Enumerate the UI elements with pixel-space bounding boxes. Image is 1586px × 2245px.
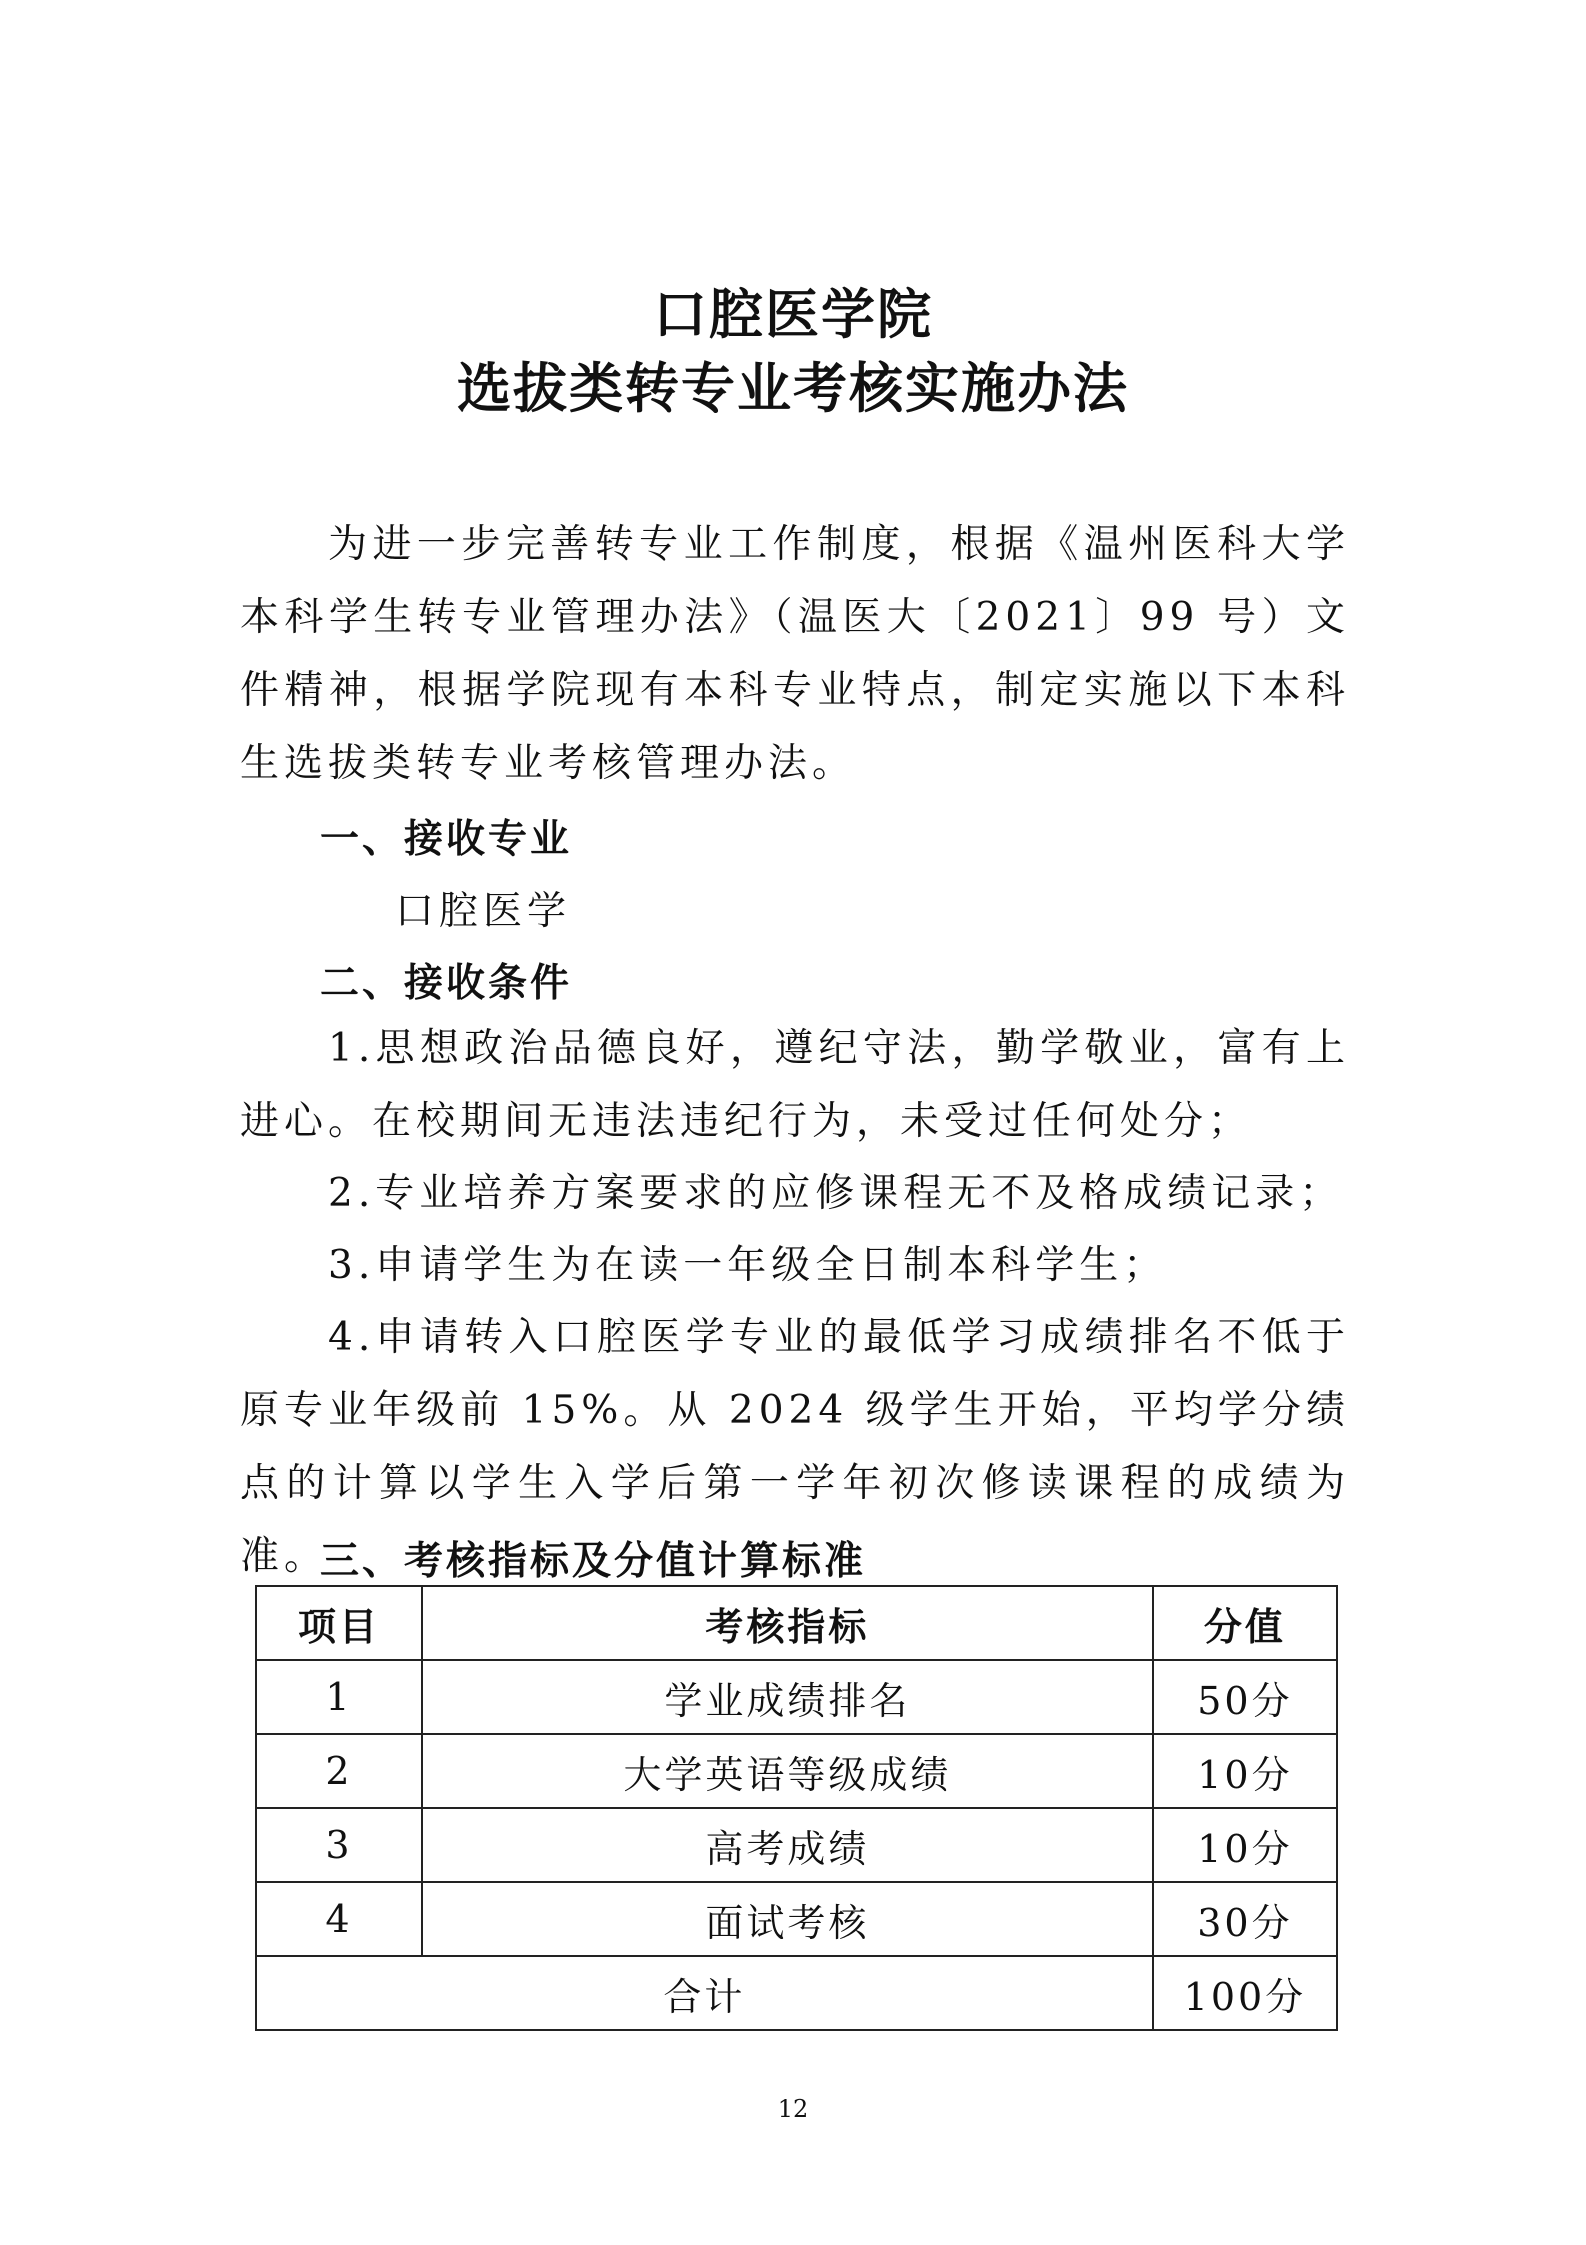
- table-cell-indicator: 面试考核: [422, 1882, 1153, 1956]
- table-cell-indicator: 学业成绩排名: [422, 1660, 1153, 1734]
- table-cell-indicator: 大学英语等级成绩: [422, 1734, 1153, 1808]
- table-cell-indicator: 高考成绩: [422, 1808, 1153, 1882]
- table-row: [256, 1660, 1337, 1734]
- section3-heading: 三、考核指标及分值计算标准: [320, 1538, 867, 1584]
- table-header-score: 分值: [1153, 1586, 1337, 1660]
- table-total-value: 100分: [1153, 1956, 1337, 2030]
- section2-heading: 二、接收条件: [320, 960, 573, 1006]
- condition-item-3: 3.申请学生为在读一年级全日制本科学生；: [328, 1243, 1168, 1288]
- table-row: [256, 1734, 1337, 1808]
- condition-item-4: 4.申请转入口腔医学专业的最低学习成绩排名不低于原专业年级前 15%。从 2024 级学生开始，平均学分绩点的计算以学生入学后第一学年初次修读课程的成绩为准。: [240, 1315, 1350, 1579]
- table-header-item: 项目: [256, 1586, 422, 1660]
- table-cell-score: 10分: [1153, 1734, 1337, 1808]
- table-row: [256, 1808, 1337, 1882]
- table-total-label: 合计: [256, 1956, 1153, 2030]
- table-cell-item: 1: [256, 1660, 422, 1734]
- table-header-row: [256, 1586, 1337, 1660]
- table-total-row: [256, 1956, 1337, 2030]
- condition-item-1: 1.思想政治品德良好，遵纪守法，勤学敬业，富有上进心。在校期间无违法违纪行为，未受过任何处分；: [240, 1026, 1350, 1144]
- table-cell-score: 50分: [1153, 1660, 1337, 1734]
- table-header-indicator: 考核指标: [422, 1586, 1153, 1660]
- table-row: [256, 1882, 1337, 1956]
- table-cell-item: 2: [256, 1734, 422, 1808]
- section1-heading: 一、接收专业: [320, 816, 573, 862]
- condition-item-2: 2.专业培养方案要求的应修课程无不及格成绩记录；: [328, 1171, 1344, 1216]
- score-table: [255, 1585, 1338, 2031]
- table-cell-item: 4: [256, 1882, 422, 1956]
- intro-paragraph: 为进一步完善转专业工作制度，根据《温州医科大学本科学生转专业管理办法》（温医大〔2021〕99 号）文件精神，根据学院现有本科专业特点，制定实施以下本科生选拔类转专业考核管理办法。: [240, 522, 1350, 786]
- section1-content: 口腔医学: [395, 889, 572, 934]
- table-cell-item: 3: [256, 1808, 422, 1882]
- page-number: 12: [777, 2095, 809, 2123]
- document-title-line1: 口腔医学院: [653, 282, 933, 346]
- table-cell-score: 30分: [1153, 1882, 1337, 1956]
- table-cell-score: 10分: [1153, 1808, 1337, 1882]
- document-title-line2: 选拔类转专业考核实施办法: [457, 356, 1129, 420]
